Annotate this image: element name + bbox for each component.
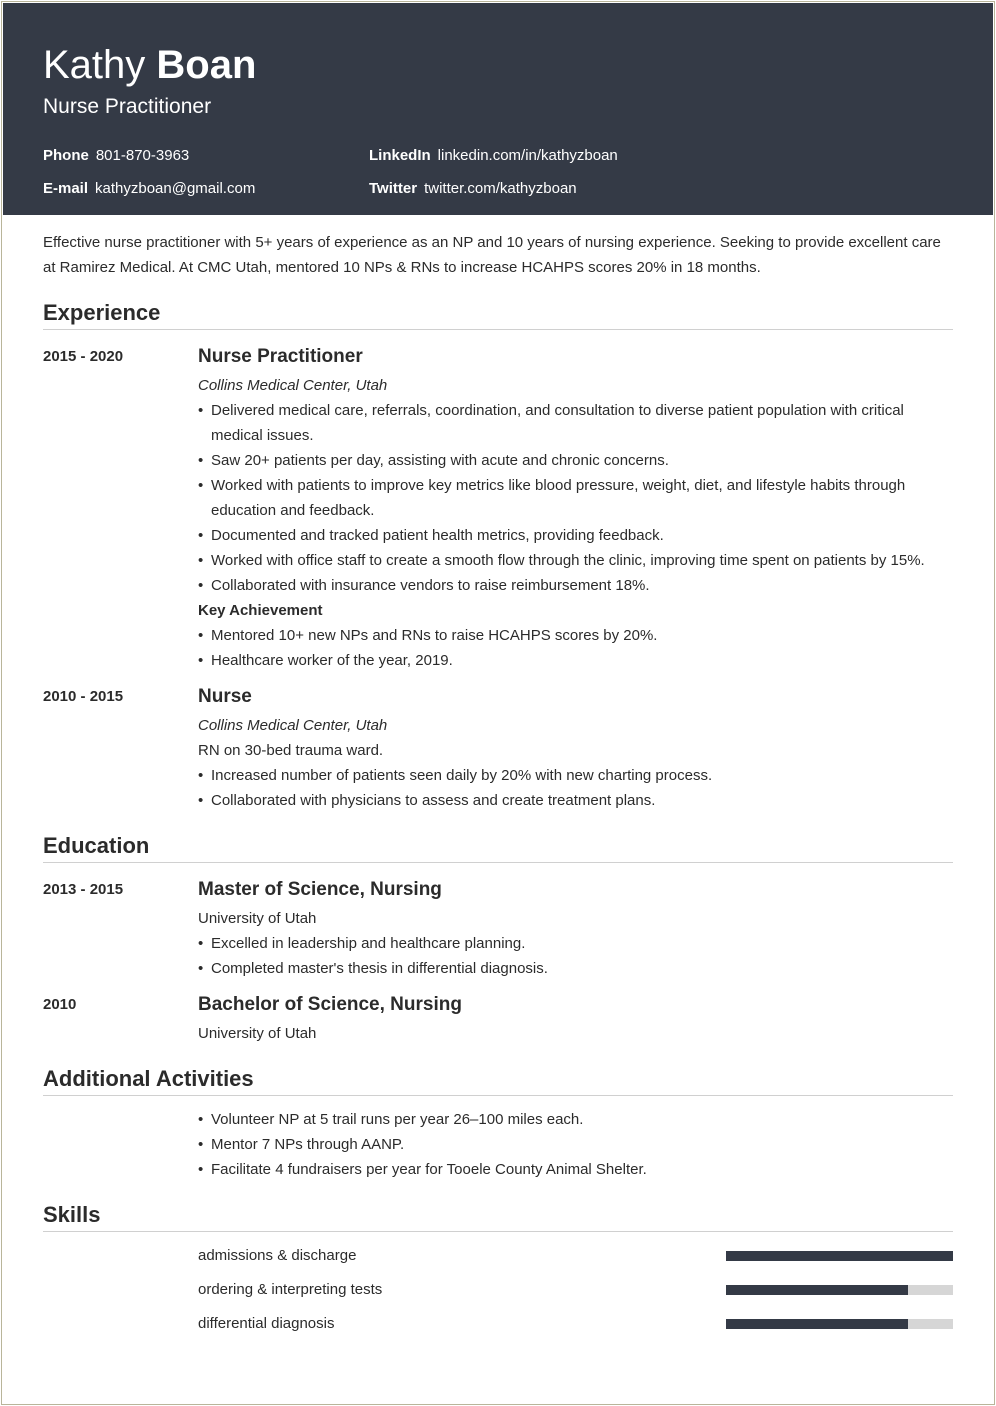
list-item: • Mentor 7 NPs through AANP. [198, 1132, 938, 1157]
contact-label: Phone [43, 147, 89, 164]
education-dates: 2013 - 2015 [43, 881, 124, 898]
list-item: • Worked with office staff to create a smooth flow through the clinic, improving time spent on patients by 15%. [198, 548, 938, 573]
contact-value: linkedin.com/in/kathyzboan [437, 147, 618, 164]
job-organization: Collins Medical Center, Utah [198, 377, 388, 394]
contact-value: kathyzboan@gmail.com [95, 180, 256, 197]
job-description: RN on 30-bed trauma ward. [198, 742, 384, 759]
job-title: Nurse Practitioner [43, 95, 212, 118]
list-item: • Volunteer NP at 5 trail runs per year 26–100 miles each. [198, 1107, 938, 1132]
skill-level-bar [726, 1319, 953, 1329]
degree-title: Master of Science, Nursing [198, 879, 442, 900]
contact-label: E-mail [43, 180, 89, 197]
skill-name: admissions & discharge [198, 1247, 357, 1264]
list-item: • Excelled in leadership and healthcare planning. [198, 931, 938, 956]
candidate-name [43, 41, 256, 89]
profile-summary: Effective nurse practitioner with 5+ years of experience as an NP and 10 years of nursing experience. Seeking to provide excellent care at Ramirez Medical. At CMC Utah, mentored 10 NPs & RNs to increase HCAHPS scores 20% in 18 months. [43, 234, 941, 276]
list-item: • Mentored 10+ new NPs and RNs to raise HCAHPS scores by 20%. [198, 623, 938, 648]
resume-header [3, 3, 993, 215]
list-item: • Increased number of patients seen daily by 20% with new charting process. [198, 763, 938, 788]
skills-heading: Skills [43, 1201, 953, 1232]
key-achievement-heading: Key Achievement [198, 602, 323, 619]
list-item: • Collaborated with insurance vendors to raise reimbursement 18%. [198, 573, 938, 598]
skill-level-bar [726, 1285, 953, 1295]
list-item: • Documented and tracked patient health metrics, providing feedback. [198, 523, 938, 548]
list-item: • Saw 20+ patients per day, assisting with acute and chronic concerns. [198, 448, 938, 473]
contact-value: 801-870-3963 [95, 147, 190, 164]
skill-name: differential diagnosis [198, 1315, 335, 1332]
list-item: • Completed master's thesis in differential diagnosis. [198, 956, 938, 981]
last-name: Boan [156, 43, 257, 87]
contact-phone [43, 146, 189, 166]
skill-level-fill [726, 1319, 908, 1329]
school-name: University of Utah [198, 1025, 317, 1042]
list-item: • Healthcare worker of the year, 2019. [198, 648, 938, 673]
first-name: Kathy [43, 43, 146, 87]
contact-label: LinkedIn [369, 147, 431, 164]
job-dates: 2015 - 2020 [43, 348, 124, 365]
list-item: • Worked with patients to improve key metrics like blood pressure, weight, diet, and lifestyle habits through education and feedback. [198, 473, 938, 523]
list-item: • Facilitate 4 fundraisers per year for Tooele County Animal Shelter. [198, 1157, 938, 1182]
education-heading: Education [43, 832, 953, 863]
job-dates: 2010 - 2015 [43, 688, 124, 705]
job-title: Nurse Practitioner [198, 346, 363, 367]
school-name: University of Utah [198, 910, 317, 927]
list-item: • Delivered medical care, referrals, coordination, and consultation to diverse patient population with critical medical issues. [198, 398, 938, 448]
contact-label: Twitter [369, 180, 418, 197]
skill-name: ordering & interpreting tests [198, 1281, 383, 1298]
list-item: • Collaborated with physicians to assess and create treatment plans. [198, 788, 938, 813]
job-title: Nurse [198, 686, 252, 707]
degree-title: Bachelor of Science, Nursing [198, 994, 462, 1015]
education-dates: 2010 [43, 996, 77, 1013]
activities-heading: Additional Activities [43, 1065, 953, 1096]
contact-twitter [369, 179, 577, 199]
contact-value: twitter.com/kathyzboan [424, 180, 577, 197]
contact-email [43, 179, 255, 199]
job-organization: Collins Medical Center, Utah [198, 717, 388, 734]
skill-level-fill [726, 1285, 908, 1295]
skill-level-fill [726, 1251, 953, 1261]
skill-level-bar [726, 1251, 953, 1261]
contact-linkedin [369, 146, 618, 166]
experience-heading: Experience [43, 299, 953, 330]
